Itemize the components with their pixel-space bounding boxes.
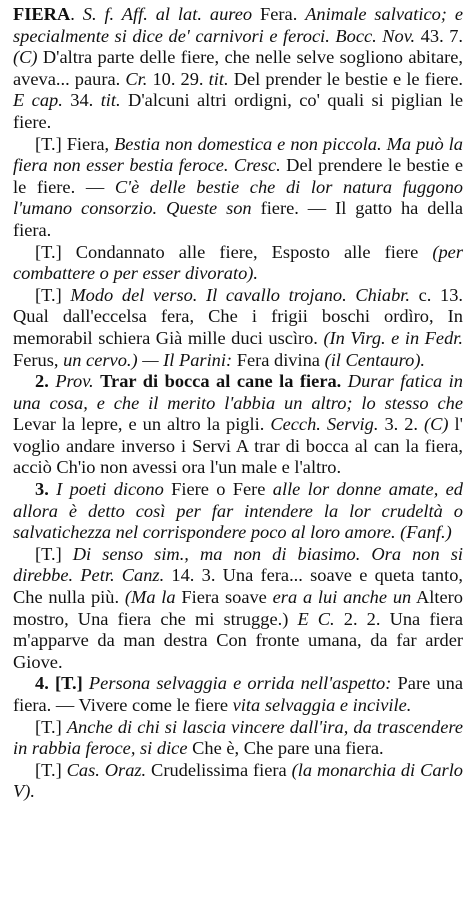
text-run: Modo del verso. Il cavallo trojano. Chiabr. <box>70 284 410 305</box>
sense-paragraph-9 <box>13 760 463 803</box>
text-run: Bestia non domestica e non piccola. Ma può la fiera non esser bestia feroce. Cresc. <box>13 133 463 176</box>
text-run: un cervo.) — Il Parini: <box>63 349 233 370</box>
text-run: E cap. <box>13 90 63 111</box>
sense-paragraph-5 <box>13 479 463 544</box>
text-run: Pare una fiera. — Vivere come le fiere <box>13 673 463 715</box>
text-run: Persona selvaggia e orrida nell'aspetto: <box>88 673 392 694</box>
text-run: tit. <box>100 90 121 111</box>
sense-paragraph-3 <box>13 285 463 371</box>
entry-headword-paragraph <box>13 4 463 134</box>
sense-paragraph-8 <box>13 717 463 760</box>
text-run: Fiera soave <box>175 587 273 608</box>
text-run: (il Centauro). <box>324 349 426 370</box>
text-run: Anche di chi si lascia vincere dall'ira, da trascendere in rabbia feroce, si dice <box>13 716 463 759</box>
text-run: (C) <box>13 47 38 68</box>
text-run: era a lui anche un <box>272 587 412 608</box>
text-run: C'è delle bestie che di lor natura fuggono l'umano consorzio. Queste son <box>13 176 463 219</box>
text-run: D'altra parte delle fiere, che nelle selve sogliono abitare, aveva... paura. <box>13 47 463 89</box>
text-run: (C) <box>424 414 449 435</box>
text-run: (per combattere o per esser divorato). <box>13 241 463 284</box>
text-run: Di senso sim., ma non di biasimo. Ora non si direbbe. Petr. Canz. <box>13 543 464 586</box>
text-run: 2. <box>35 371 56 392</box>
text-run: Animale salvatico; e specialmente si dice de' carnivori e feroci. <box>13 4 463 46</box>
text-run: D'alcuni altri ordigni, co' quali si piglian le fiere. <box>13 90 464 132</box>
text-run: [T.] <box>35 543 73 564</box>
text-run <box>202 4 210 24</box>
text-run: I poeti dicono <box>56 479 164 500</box>
text-run: Prov. <box>55 371 94 392</box>
text-run: [T.] <box>35 716 67 737</box>
text-run: 4. [T.] <box>35 673 89 694</box>
text-run: Del prendere le bestie e le fiere. — <box>13 155 463 197</box>
text-run: alle lor donne amate, ed allora è detto così per far intendere la lor crudeltà o salvatichezza nel corrispondere poco al loro amore. (Fanf.) <box>13 479 463 543</box>
text-run: Cecch. Servig. <box>270 414 379 435</box>
sense-paragraph-2 <box>13 242 463 285</box>
text-run: Bocc. Nov. <box>335 25 416 46</box>
text-run: . <box>70 4 83 24</box>
text-run: Fera. <box>252 4 306 24</box>
text-run: 43. 7. <box>415 25 463 46</box>
sense-paragraph-4 <box>13 371 463 479</box>
text-run: l' voglio andare inverso i Servi A trar di bocca al can la fiera, acciò Ch'io non avessi ora l'un male e l'altro. <box>13 414 463 478</box>
text-run: tit. <box>208 68 229 89</box>
text-run: (In Virg. e in Fedr. <box>323 327 463 348</box>
text-run: 3. <box>35 479 57 500</box>
text-run: (Ma la <box>124 587 176 608</box>
text-run: Che è, Che pare una fiera. <box>187 738 384 759</box>
sense-paragraph-6 <box>13 544 463 674</box>
text-run: 2. 2. Una fiera m'apparve da man destra Con fronte umana, da far arder Giove. <box>13 608 464 672</box>
text-run: Cas. Oraz. <box>66 759 147 780</box>
text-run: (la monarchia di Carlo V). <box>13 759 463 802</box>
sense-paragraph-1 <box>13 134 463 242</box>
text-run: [T.] <box>35 759 67 780</box>
text-run: S. f. Aff. <box>82 4 148 24</box>
text-run: FIERA <box>13 4 71 24</box>
text-run: [T.] Condannato alle fiere, Esposto alle fiere <box>35 241 433 262</box>
text-run: Cr. <box>125 68 148 89</box>
text-run: Fera divina <box>232 349 325 370</box>
text-run: 3. 2. <box>378 414 425 435</box>
text-run: vita selvaggia e incivile. <box>232 695 412 715</box>
sense-paragraph-7 <box>13 673 463 716</box>
text-run: [T.] <box>35 284 71 305</box>
text-run: [T.] Fiera, <box>35 133 115 154</box>
text-run: 34. <box>62 90 101 111</box>
text-run: Fiere o Fere <box>163 479 273 500</box>
text-run: fiere. — Il gatto ha della fiera. <box>13 198 463 240</box>
text-run: Del prender le bestie e le fiere. <box>228 68 463 89</box>
text-run: 14. 3. Una fera... soave e queta tanto, Che nulla più. <box>13 565 463 608</box>
text-run <box>148 4 156 24</box>
text-run: Crudelissima fiera <box>146 759 292 780</box>
text-run: Altero mostro, Una fiera che mi strugge.) <box>13 587 463 629</box>
text-run: c. 13. Qual dall'eccelsa fera, Che i frigii boschi ordìro, In memorabil schiera Già mille duci uscìro. <box>13 284 463 348</box>
text-run: Trar di bocca al cane la fiera. <box>100 371 342 392</box>
text-run: al lat. <box>155 4 202 24</box>
text-run: Ferus, <box>13 349 64 370</box>
text-run: E C. <box>297 608 335 629</box>
text-run: Levar la lepre, e un altro la pigli. <box>13 414 271 435</box>
text-run: aureo <box>209 4 253 24</box>
text-run: 10. 29. <box>147 68 209 89</box>
text-run: Durar fatica in una cosa, e che il merito l'abbia un altro; lo stesso che <box>13 371 463 413</box>
